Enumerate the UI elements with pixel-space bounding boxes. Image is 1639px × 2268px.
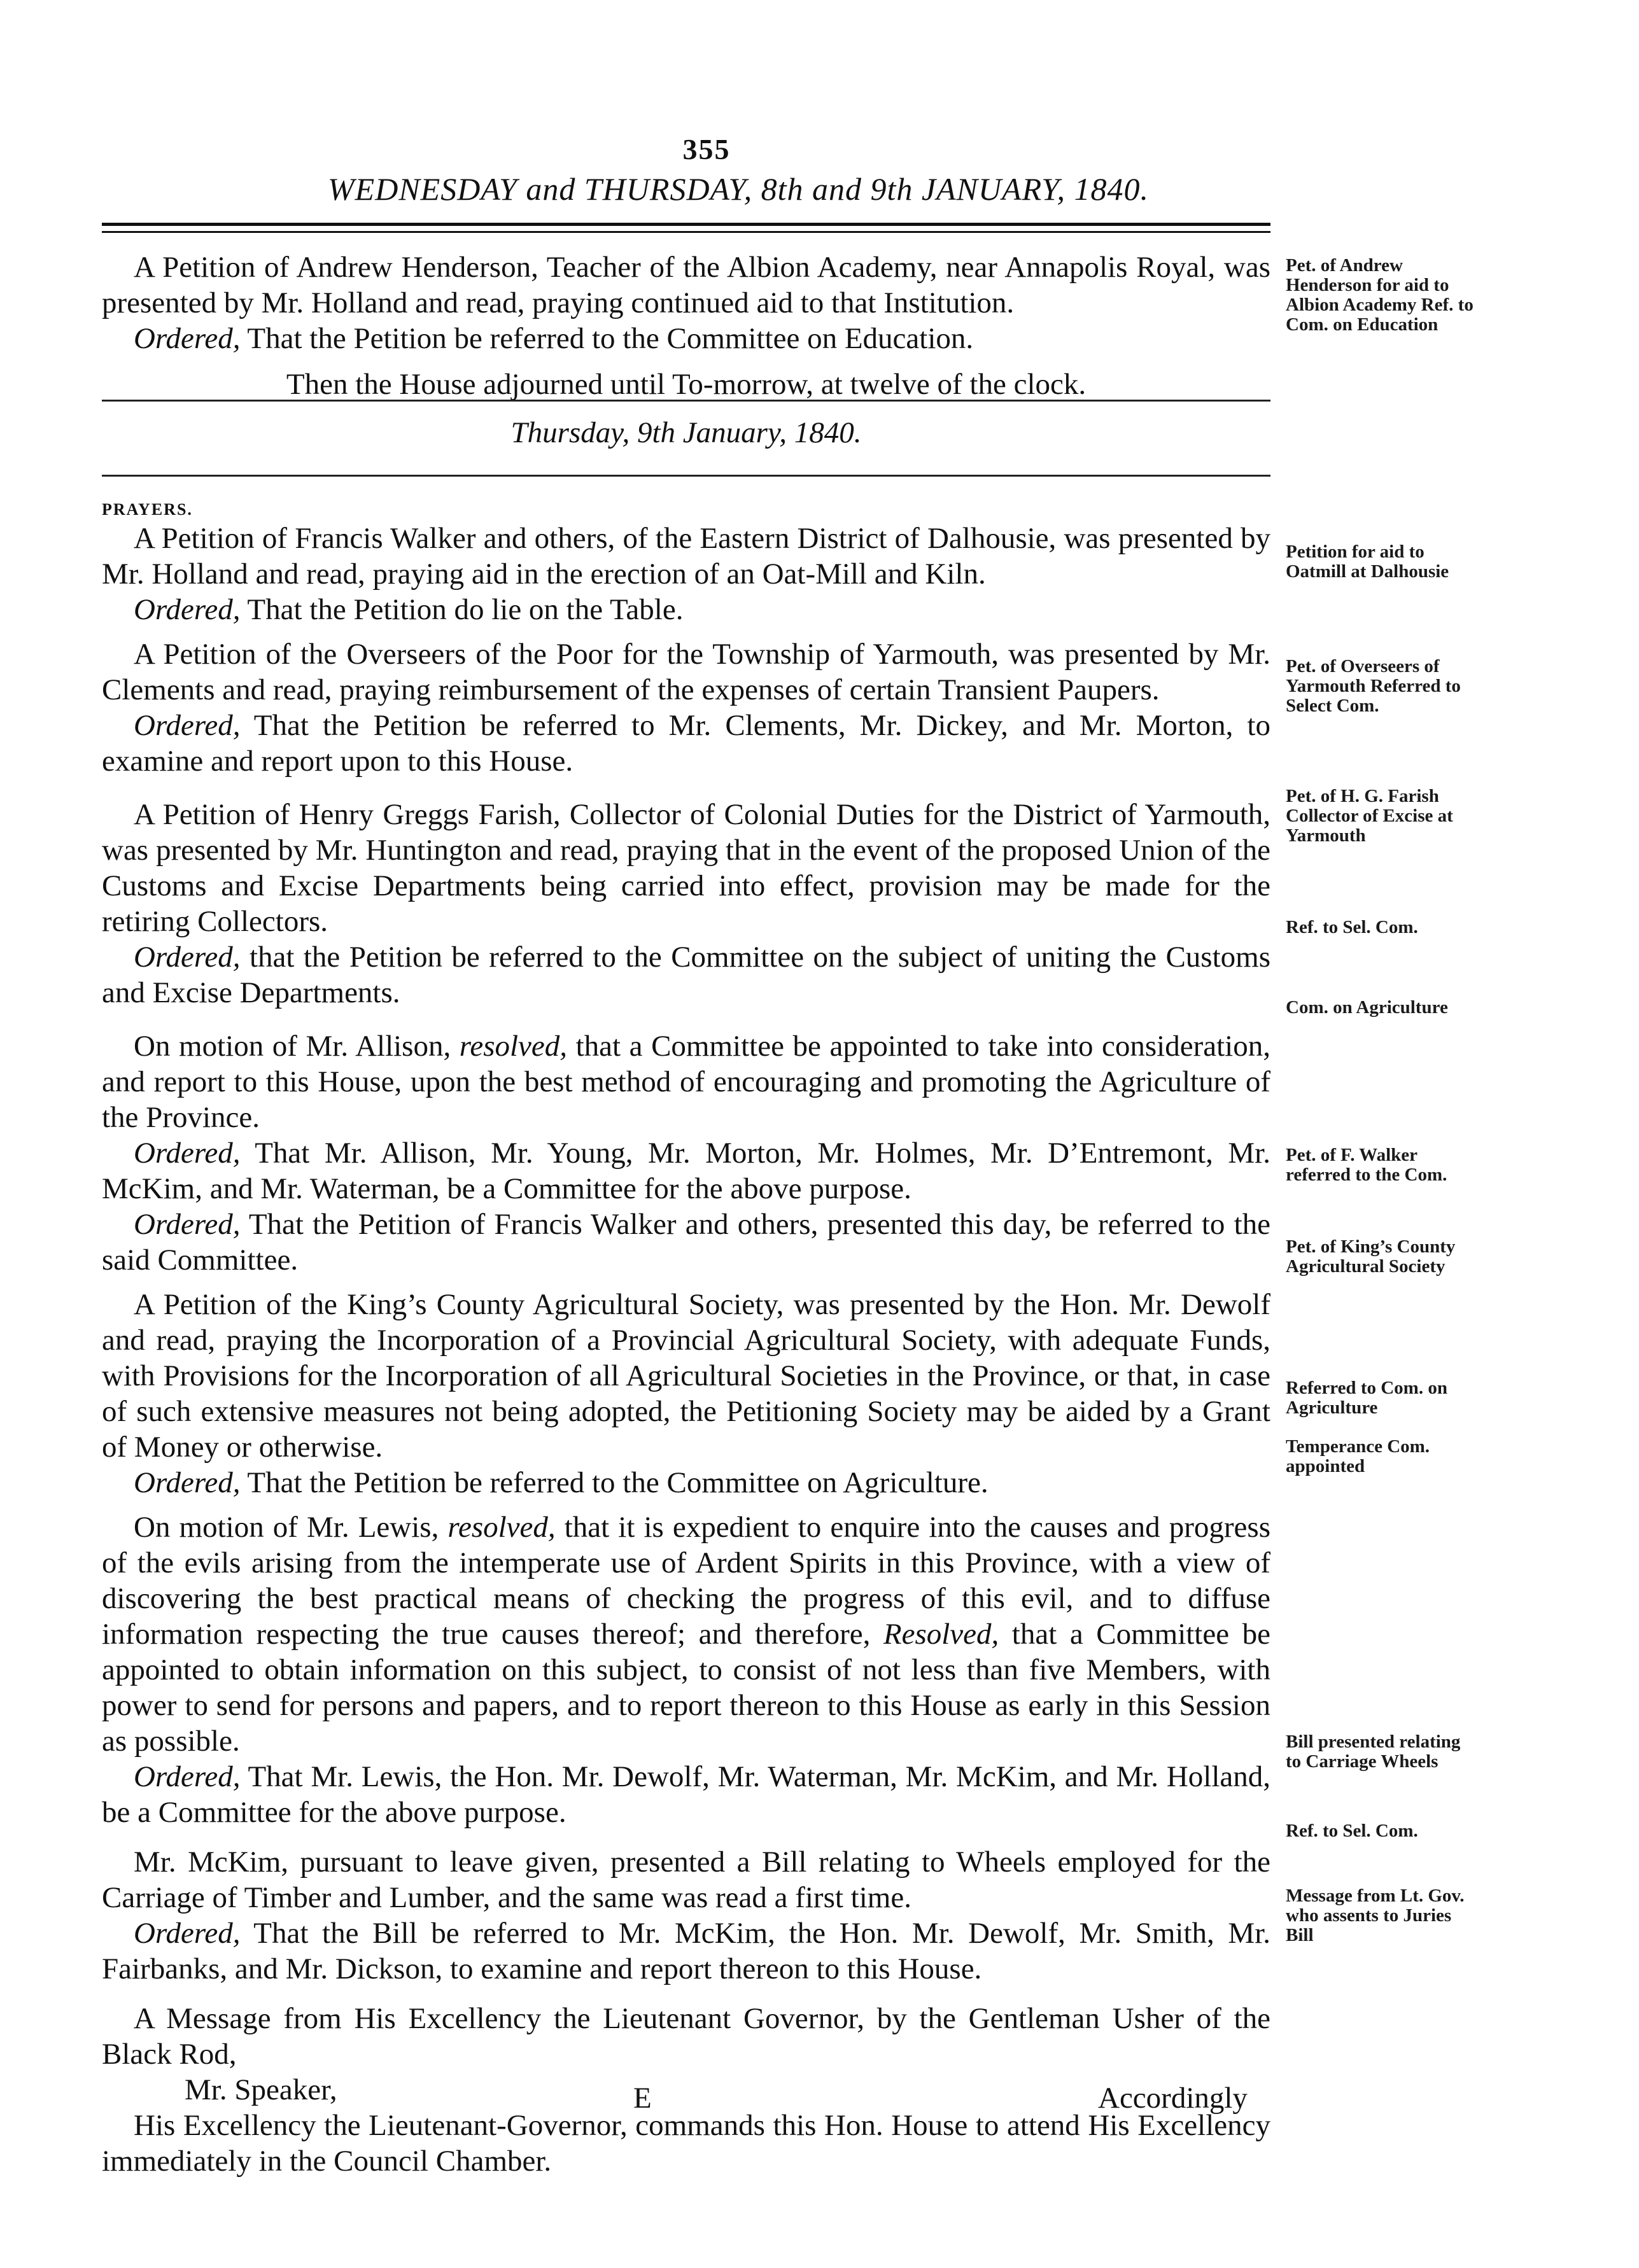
paragraph-overseers-ordered — [102, 708, 1270, 779]
margin-note-farish-ref: Ref. to Sel. Com. — [1286, 917, 1418, 937]
motion-text: On motion of Mr. Lewis, — [134, 1511, 448, 1544]
margin-note-kings-ref: Referred to Com. on Agriculture — [1286, 1378, 1447, 1418]
ordered-text: That the Petition be referred to Mr. Clements, Mr. Dickey, and Mr. Morton, to examine and report upon to this House. — [102, 709, 1270, 778]
margin-note-walker: Petition for aid to Oatmill at Dalhousie — [1286, 542, 1449, 582]
paragraph-walker: A Petition of Francis Walker and others, of the Eastern District of Dalhousie, was presented by Mr. Holland and read, praying aid in the erection of an Oat-Mill and Kiln. — [102, 522, 1270, 591]
ordered-label: Ordered, — [134, 1137, 241, 1170]
motion-text-cont: that a Committee be appointed to take into consideration, and report to this House, upon the best method of encouraging and promoting the Agriculture of the Province. — [102, 1030, 1270, 1134]
margin-note-kings: Pet. of King’s County Agricultural Society — [1286, 1236, 1456, 1277]
paragraph-agriculture — [102, 1028, 1270, 1135]
margin-note-farish: Pet. of H. G. Farish Collector of Excise at Yarmouth — [1286, 786, 1453, 846]
margin-note-overseers: Pet. of Overseers of Yarmouth Referred to Select Com. — [1286, 656, 1461, 716]
ordered-label: Ordered, — [134, 1208, 241, 1241]
date-line — [102, 415, 1270, 451]
ordered-label: Ordered, — [134, 941, 241, 974]
margin-note-walker-ref: Pet. of F. Walker referred to the Com. — [1286, 1145, 1447, 1185]
margin-note-wheels: Bill presented relating to Carriage Wheels — [1286, 1732, 1461, 1772]
paragraph-kings-ordered — [102, 1465, 1270, 1501]
paragraph-agriculture-committee — [102, 1135, 1270, 1207]
signature-mark: E — [633, 2082, 652, 2115]
date-rule — [102, 475, 1270, 477]
resolved-label: resolved, — [459, 1030, 568, 1063]
ordered-text: That the Petition of Francis Walker and others, presented this day, be referred to the said Committee. — [102, 1208, 1270, 1277]
ordered-text: that the Petition be referred to the Committee on the subject of uniting the Customs and Excise Departments. — [102, 941, 1270, 1009]
resolved-label-cap: Resolved, — [883, 1618, 999, 1651]
paragraph-farish: A Petition of Henry Greggs Farish, Collector of Colonial Duties for the District of Yarmouth, was presented by Mr. Huntington and read, praying that in the event of the proposed Union of the Customs and Excise Departments being carried into effect, provision may be made for the retiring Collectors. — [102, 798, 1270, 938]
ordered-label: Ordered, — [134, 593, 241, 626]
ordered-text: That the Petition be referred to the Committee on Education. — [240, 322, 974, 355]
paragraph-message: A Message from His Excellency the Lieutenant Governor, by the Gentleman Usher of the Black Rod, — [102, 2002, 1270, 2071]
ordered-label: Ordered, — [134, 1760, 241, 1793]
margin-note-henderson: Pet. of Andrew Henderson for aid to Albion Academy Ref. to Com. on Education — [1286, 255, 1474, 335]
ordered-label: Ordered, — [134, 1917, 241, 1950]
running-head: WEDNESDAY and THURSDAY, 8th and 9th JANUARY, 1840. — [328, 171, 1149, 207]
header-rule — [102, 223, 1270, 233]
catchword: Accordingly — [1098, 2082, 1248, 2115]
margin-note-wheels-ref: Ref. to Sel. Com. — [1286, 1821, 1418, 1841]
paragraph-henderson: A Petition of Andrew Henderson, Teacher of the Albion Academy, near Annapolis Royal, was presented by Mr. Holland and read, praying continued aid to that Institution. — [102, 251, 1270, 319]
ordered-text: That Mr. Allison, Mr. Young, Mr. Morton, Mr. Holmes, Mr. D’Entremont, Mr. McKim, and Mr. Waterman, be a Committee for the above purpose. — [102, 1137, 1270, 1205]
motion-text-cont: that it is expedient to enquire into the causes and progress of the evils arising from the intemperate use of Ardent Spirits in this Province, with a view of discovering the best practical means of checking the progress of this evil, and to diffuse information respecting the true causes thereof; and therefore, — [102, 1511, 1270, 1651]
ordered-label: Ordered, — [134, 709, 241, 742]
paragraph-temperance-ordered — [102, 1759, 1270, 1830]
section-henderson — [102, 249, 1270, 402]
paragraph-temperance — [102, 1509, 1270, 1759]
margin-note-temperance: Temperance Com. appointed — [1286, 1436, 1430, 1476]
main-body — [102, 521, 1270, 2179]
ordered-text: That Mr. Lewis, the Hon. Mr. Dewolf, Mr. Waterman, Mr. McKim, and Mr. Holland, be a Committee for the above purpose. — [102, 1760, 1270, 1829]
section-rule — [102, 400, 1270, 402]
motion-text-end: that a Committee be appointed to obtain information on this subject, to consist of not less than five Members, with power to send for persons and papers, and to report thereon to this House as early in this Session as possible. — [102, 1618, 1270, 1758]
paragraph-walker-referral — [102, 1207, 1270, 1278]
paragraph-salutation: Mr. Speaker, — [185, 2073, 337, 2106]
ordered-label: Ordered, — [134, 1466, 241, 1499]
margin-note-message: Message from Lt. Gov. who assents to Juries Bill — [1286, 1886, 1465, 1945]
paragraph-wheels-bill: Mr. McKim, pursuant to leave given, presented a Bill relating to Wheels employed for the Carriage of Timber and Lumber, and the same was read a first time. — [102, 1845, 1270, 1914]
adjournment-line: Then the House adjourned until To-morrow, at twelve of the clock. — [286, 368, 1087, 401]
paragraph-wheels-ordered — [102, 1915, 1270, 1987]
paragraph-message-body: His Excellency the Lieutenant-Governor, commands this Hon. House to attend His Excellency immediately in the Council Chamber. — [102, 2109, 1270, 2178]
date-text: Thursday, 9th January, 1840. — [510, 416, 862, 449]
paragraph-kings-county: A Petition of the King’s County Agricultural Society, was presented by the Hon. Mr. Dewolf and read, praying the Incorporation of a Provincial Agricultural Society, with adequate Funds, with Provisions for the Incorporation of all Agricultural Societies in the Province, or that, in case of such extensive measures not being adopted, the Petitioning Society may be aided by a Grant of Money or otherwise. — [102, 1288, 1270, 1464]
prayers-heading: PRAYERS. — [102, 500, 193, 519]
resolved-label: resolved, — [447, 1511, 556, 1544]
paragraph-farish-ordered — [102, 939, 1270, 1011]
ordered-text: That the Petition be referred to the Committee on Agriculture. — [240, 1466, 988, 1499]
ordered-text: That the Bill be referred to Mr. McKim, the Hon. Mr. Dewolf, Mr. Smith, Mr. Fairbanks, and Mr. Dickson, to examine and report thereon to this House. — [102, 1917, 1270, 1985]
paragraph-overseers: A Petition of the Overseers of the Poor for the Township of Yarmouth, was presented by Mr. Clements and read, praying reimbursement of the expenses of certain Transient Paupers. — [102, 638, 1270, 706]
ordered-text: That the Petition do lie on the Table. — [240, 593, 684, 626]
margin-note-agriculture: Com. on Agriculture — [1286, 997, 1448, 1018]
ordered-label: Ordered, — [134, 322, 241, 355]
paragraph-henderson-ordered — [102, 321, 1270, 356]
motion-text: On motion of Mr. Allison, — [134, 1030, 460, 1063]
paragraph-walker-ordered — [102, 592, 1270, 627]
page-number: 355 — [682, 133, 731, 165]
